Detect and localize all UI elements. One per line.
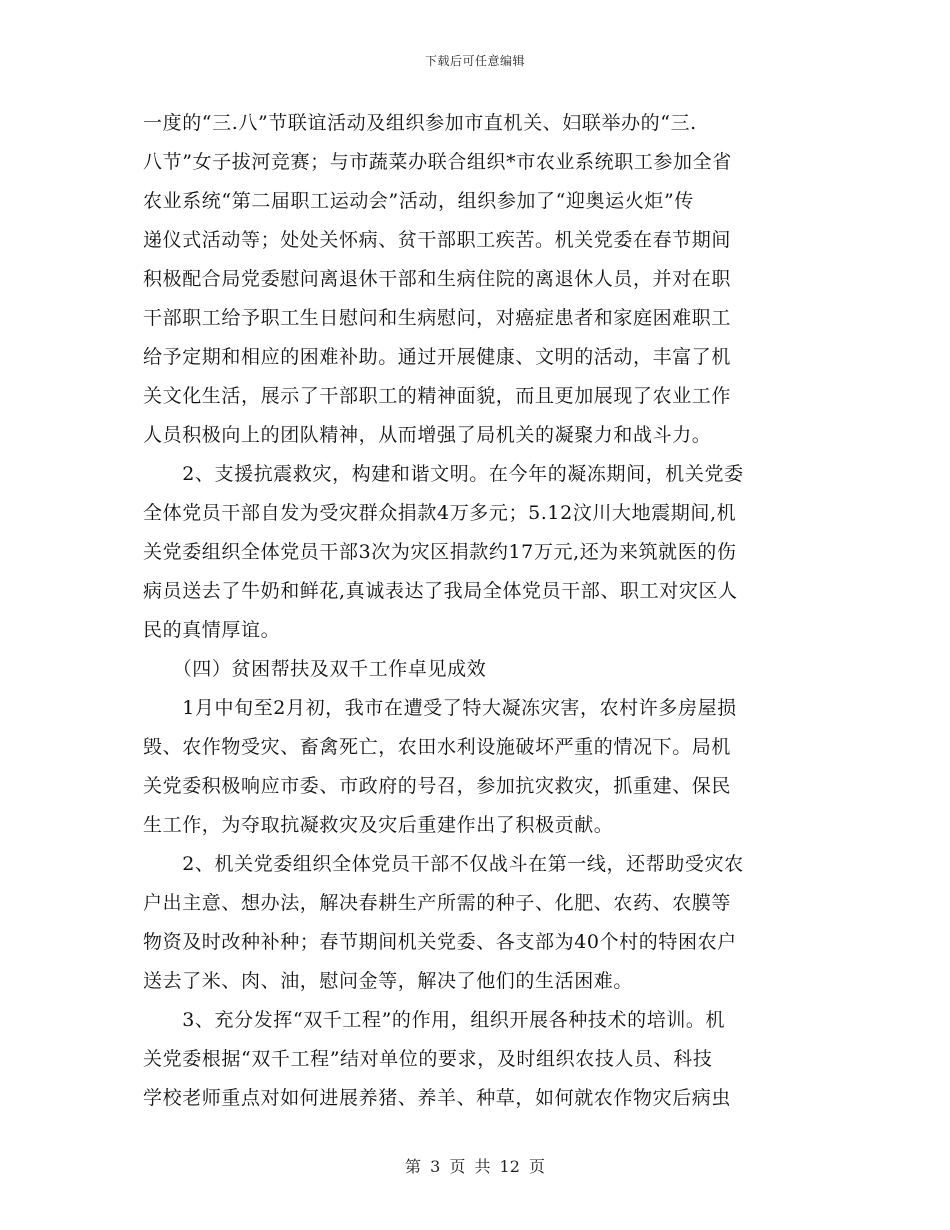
paragraph-start-line: 3、充分发挥“双千工程”的作用，组织开展各种技术的培训。机	[143, 1009, 726, 1031]
body-line: 病员送去了牛奶和鲜花,真诚表达了我局全体党员干部、职工对灾区人	[143, 580, 738, 602]
paragraph-start-line: 2、支援抗震救灾，构建和谐文明。在今年的凝冻期间，机关党委	[143, 463, 744, 485]
paragraph-start-line: 2、机关党委组织全体党员干部不仅战斗在第一线，还帮助受灾农	[143, 853, 744, 875]
body-line: 人员积极向上的团队精神，从而增强了局机关的凝聚力和战斗力。	[143, 424, 712, 446]
page-header: 下载后可任意编辑	[424, 54, 525, 68]
body-line: 八节”女子拔河竞赛；与市蔬菜办联合组织*市农业系统职工参加全省	[143, 151, 732, 173]
body-line: 民的真情厚谊。	[143, 619, 281, 641]
body-line: 送去了米、肉、油，慰问金等，解决了他们的生活困难。	[143, 970, 634, 992]
body-line: 给予定期和相应的困难补助。通过开展健康、文明的活动，丰富了机	[143, 346, 732, 368]
body-line: 户出主意、想办法，解决春耕生产所需的种子、化肥、农药、农膜等	[143, 892, 732, 914]
body-line: 关党委积极响应市委、市政府的号召，参加抗灾救灾，抓重建、保民	[143, 775, 732, 797]
body-line: 生工作，为夺取抗凝救灾及灾后重建作出了积极贡献。	[143, 814, 614, 836]
body-line: 递仪式活动等；处处关怀病、贫干部职工疾苦。机关党委在春节期间	[143, 229, 732, 251]
page-footer: 第 3 页 共 12 页	[405, 1157, 545, 1176]
body-line: 干部职工给予职工生日慰问和生病慰问，对癌症患者和家庭困难职工	[143, 307, 732, 329]
document-body	[143, 104, 803, 1118]
body-line: 学校老师重点对如何进展养猪、养羊、种草，如何就农作物灾后病虫	[143, 1087, 732, 1109]
body-line: 全体党员干部自发为受灾群众捐款4万多元；5.12汶川大地震期间,机	[143, 502, 737, 524]
body-line: 一度的“三.八”节联谊活动及组织参加市直机关、妇联举办的“三.	[143, 112, 697, 134]
body-line: 关党委组织全体党员干部3次为灾区捐款约17万元,还为来筑就医的伤	[143, 541, 737, 563]
body-line: 农业系统“第二届职工运动会”活动，组织参加了“迎奥运火炬”传	[143, 190, 694, 212]
body-line: 关文化生活，展示了干部职工的精神面貌，而且更加展现了农业工作	[143, 385, 732, 407]
body-line: 物资及时改种补种；春节期间机关党委、各支部为40个村的特困农户	[143, 931, 737, 953]
paragraph-start-line: 1月中旬至2月初，我市在遭受了特大凝冻灾害，农村许多房屋损	[143, 697, 737, 719]
body-line: 积极配合局党委慰问离退休干部和生病住院的离退休人员，并对在职	[143, 268, 732, 290]
body-line: 毁、农作物受灾、畜禽死亡，农田水利设施破坏严重的情况下。局机	[143, 736, 732, 758]
body-line: 关党委根据“双千工程”结对单位的要求，及时组织农技人员、科技	[143, 1048, 713, 1070]
section-heading: （四）贫困帮扶及双千工作卓见成效	[143, 658, 487, 680]
